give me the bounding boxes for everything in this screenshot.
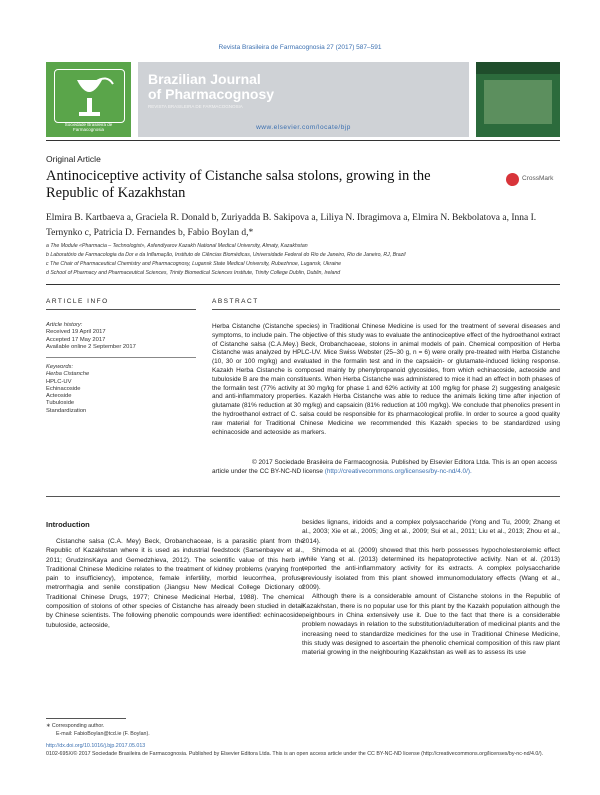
footer-license: 0102-695X/© 2017 Sociedade Brasileira de Farmacognosia. Published by Elsevier Editora Ltda. This is an open access article under the CC BY-NC-ND license (http://creativecommons.org/licenses/by-nc-nd/4.0/).: [46, 751, 544, 757]
journal-url-link[interactable]: www.elsevier.com/locate/bjp: [256, 124, 351, 131]
introduction-heading: Introduction: [46, 520, 90, 529]
copyright-notice: © 2017 Sociedade Brasileira de Farmacognosia. Published by Elsevier Editora Ltda. This is an open access article under the CC BY-NC-ND license (http://creativecommons.org/licenses/by-nc-nd/4.0/).: [212, 459, 558, 475]
affiliation-d: d School of Pharmacy and Pharmaceutical Sciences, Trinity Biomedical Sciences Institute, Trinity College Dublin, Dublin, Ireland: [46, 270, 341, 276]
info-divider: [46, 357, 196, 358]
author-email[interactable]: E-mail: FabioBoylan@tcd.ie (F. Boylan).: [56, 731, 150, 737]
affiliation-b: b Laboratório de Farmacologia da Dor e da Inflamação, Instituto de Ciências Biomédicas, Universidade Federal do Rio de Janeiro, Rio de Janeiro, RJ, Brazil: [46, 252, 406, 258]
intro-column-2: besides lignans, iridoids and a complex polysaccharide (Yong and Tu, 2009; Zhang et al., 2003; Xie et al., 2005; Jing et al., 2009; Sui et al., 2011; Liu et al., 2013; Zhou et al., 2014). Shimoda et al. (2009) showed that this herb possesses hypocholesterolemic effect while Yang et al. (2013) determined its hepatoprotective activity. Nan et al. (2013) reported the anti-inflammatory activity for its extracts. A complex polysaccharide previously isolated from this plant showed immunomodulatory effects (Wang et al., 2009). Although there is a considerable amount of Cistanche stolons in the Republic of Kazakhstan, there is no popular use for this plant by the Kazakh population although the neighbours in China extensively use it. Due to the fact that there is a considerable problem nowadays in relation to the substitution/adulteration of medicinal plants and the increasing need to standardize medicines for the use in Traditional Chinese Medicine, this study was designed to ascertain the phenolic chemical composition of this raw plant material growing in the neighbouring Kazakhstan as well as to assess its use: [302, 519, 560, 657]
corresponding-author: ∗ Corresponding author.: [46, 723, 105, 729]
article-history: Article history: Received 19 April 2017 Accepted 17 May 2017 Available online 2 September 2017: [46, 322, 136, 350]
keywords: Keywords: Herba Cistanche HPLC-UV Echinacoside Acteoside Tubuloside Standardization: [46, 364, 90, 414]
article-title: Antinociceptive activity of Cistanche salsa stolons, growing in the Republic of Kazakhstan: [46, 168, 431, 201]
footnote-rule: [46, 718, 126, 719]
journal-citation[interactable]: Revista Brasileira de Farmacognosia 27 (2017) 587–591: [218, 44, 382, 51]
affiliations-divider: [46, 284, 560, 285]
journal-title: Brazilian Journal of Pharmacognosy: [148, 71, 275, 102]
abstract-text: Herba Cistanche (Cistanche species) in Traditional Chinese Medicine is used for the treatment of several diseases and symptoms, to include pain. The objective of this study was to evaluate the antinociceptive effect of the hydroethanol extract of Cistanche salsa (C.A.Mey.) Beck, Orobanchaceae, stolons in animal models of pain. Chemical composition of Herba Cistanche was analyzed by HPLC-UV. Mice Swiss Webster (25–30 g, n = 6) were orally pre-treated with Herba Cistanche (10, 30 or 100 mg/kg) and evaluated in the formalin test and in the capsaicin- or glutamate-induced licking response. Kazakh Herba Cistanche is composed mainly by phenylpropanoid glycosides, from which echinacoside, acteoside and tubuloside B are the main constituents. When Herba Cistanche was administered to mice it had an effect in both phases of the formalin test (77% activity at 30 mg/kg for phase 1 and 62% activity at 100 mg/kg for phase 2) suggesting analgesic and anti-inflammatory properties. Kazakh Herba Cistanche was able to reduce the animals licking time after injection of glutamate (81% reduction at 30 mg/kg) and capsaicin (81% reduction at 100 mg/kg). We conclude that phenolics present in the hydroethanol extract of C. salsa could be responsible for its pharmacological profile. In order to source a good quality raw material for Traditional Chinese Medicine we recommended this Kazakh species to be standardized using echinacoside and acteoside as markers.: [212, 323, 561, 436]
logo-text: Sociedade Brasileira de Farmacognosia: [64, 122, 113, 132]
article-info-rule: [46, 309, 196, 310]
affiliation-c: c The Chair of Pharmaceutical Chemistry and Pharmacognosy, Lugansk State Medical University, Rubezhnoe, Lugansk, Ukraine: [46, 261, 342, 267]
crossmark-button[interactable]: [506, 172, 558, 188]
intro-column-1: Cistanche salsa (C.A. Mey) Beck, Orobanchaceae, is a parasitic plant from the Republic of Kazakhstan where it is used as industrial feedstock (Sarsenbayev et al., 2011; GrudzinsKaya and Gemedzhieva, 2012). The scientific value of this herb in Traditional Chinese Medicine relates to the treatment of kidney problems (varying from pain to insufficiency), impotence, female infertility, morbid leucorrhea, profuse metrorrhagia and senile constipation (Jiangsu New Medical College Dictionary of Traditional Chinese Drugs, 1977; Chinese Medicinal Herbal, 1988). The chemical composition of stolons of other species of Cistanche has already been studied in detail by Chinese scientists. The following phenolic compounds were identified: echinacoside, tubuloside, acteoside,: [46, 538, 304, 629]
author-list: Elmira B. Kartbaeva a, Graciela R. Donald b, Zuriyadda B. Sakipova a, Liliya N. Ibragimova a, Elmira N. Bekbolatova a, Inna I. Ternynko c, Patricia D. Fernandes b, Fabio Boylan d,*: [46, 213, 537, 238]
journal-cover-thumbnail: [476, 62, 560, 137]
chalice-icon: [54, 69, 125, 123]
society-logo: [46, 62, 131, 137]
abstract-rule: [212, 309, 560, 310]
crossmark-icon: [506, 173, 519, 186]
affiliation-a: a The Module «Pharmacia – Technologist», Asfendiyarov Kazakh National Medical University, Almaty, Kazakhstan: [46, 243, 308, 249]
license-link[interactable]: (http://creativecommons.org/licenses/by-nc-nd/4.0/).: [324, 467, 472, 475]
doi-link[interactable]: http://dx.doi.org/10.1016/j.bjp.2017.05.013: [46, 743, 146, 749]
crossmark-label: CrossMark: [522, 175, 554, 182]
abstract-heading: ABSTRACT: [212, 298, 259, 305]
header-divider: [46, 140, 560, 141]
journal-subtitle: REVISTA BRASILEIRA DE FARMACOGNOSIA: [148, 104, 243, 109]
article-type: Original Article: [46, 154, 101, 164]
abstract-bottom-rule: [46, 496, 560, 497]
article-info-heading: ARTICLE INFO: [46, 298, 109, 305]
